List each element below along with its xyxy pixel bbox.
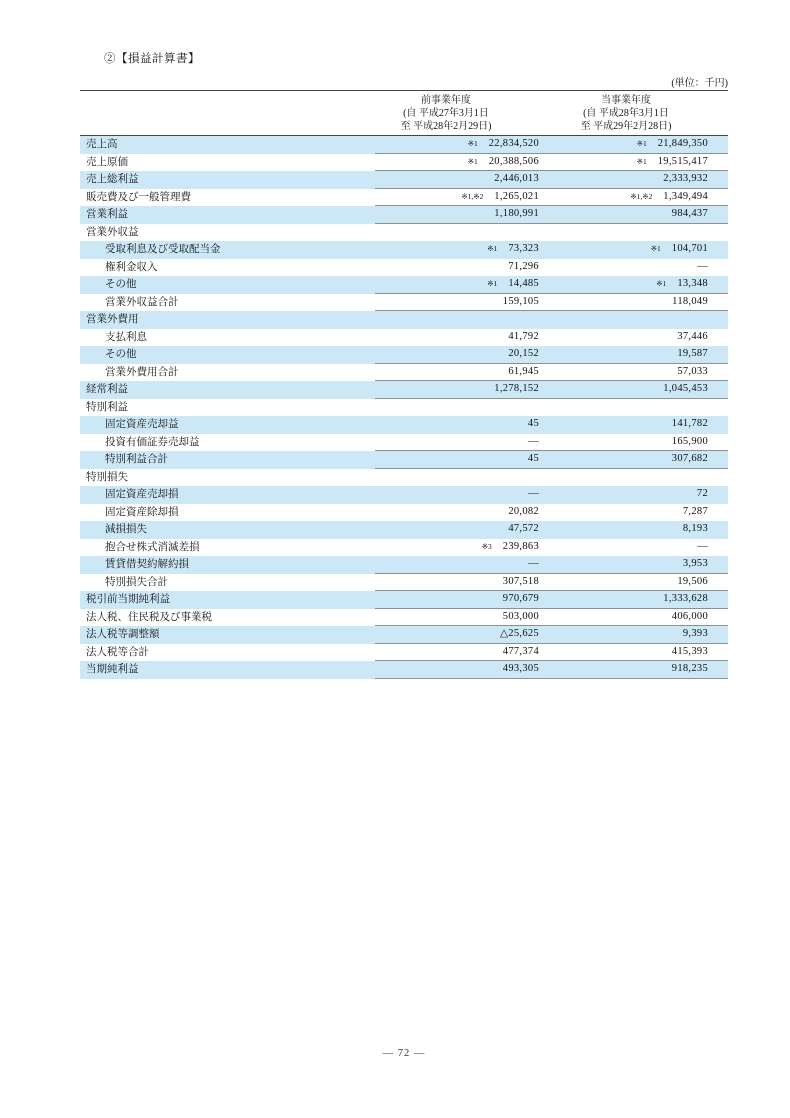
row-label: 税引前当期純利益 — [86, 594, 170, 605]
current-year-value: 406,000 — [671, 610, 708, 622]
table-row — [80, 539, 728, 557]
row-values — [375, 241, 728, 259]
footnote-marker: ※1 — [487, 279, 498, 288]
row-label: 固定資産売却損 — [105, 489, 179, 500]
row-values — [375, 364, 728, 382]
row-values — [375, 539, 728, 557]
prior-year-value: 20,152 — [508, 348, 539, 359]
table-row — [80, 276, 728, 294]
current-year-value: 307,682 — [671, 453, 708, 464]
row-values — [375, 224, 728, 242]
table-row — [80, 294, 728, 312]
prior-year-from-date: (自 平成27年3月1日 — [403, 108, 489, 119]
row-values — [375, 469, 728, 487]
prior-year-value: 1,278,152 — [494, 383, 539, 394]
row-label: 支払利息 — [105, 331, 147, 343]
table-row — [80, 609, 728, 627]
row-values — [375, 644, 728, 662]
table-row — [80, 171, 728, 189]
table-row — [80, 486, 728, 504]
row-values — [375, 189, 728, 207]
row-label: 受取利息及び受取配当金 — [105, 244, 221, 255]
footnote-marker: ※1 — [467, 139, 478, 148]
prior-year-value: ※1 14,485 — [487, 278, 539, 289]
prior-year-value: 970,679 — [502, 593, 539, 604]
row-values — [375, 521, 728, 539]
prior-year-value: 41,792 — [508, 330, 539, 342]
footnote-marker: ※1 — [467, 156, 478, 166]
current-year-value: — — [697, 540, 708, 552]
footnote-marker: ※1,※2 — [461, 191, 484, 201]
row-values — [375, 399, 728, 417]
table-row — [80, 644, 728, 662]
prior-year-value: — — [528, 435, 539, 447]
row-label: 販売費及び一般管理費 — [86, 191, 191, 203]
table-header — [80, 91, 728, 136]
table-row — [80, 206, 728, 224]
table-row — [80, 189, 728, 207]
row-values — [375, 661, 728, 679]
current-year-value: 8,193 — [682, 523, 708, 534]
row-label: 売上原価 — [86, 156, 128, 168]
row-values — [375, 451, 728, 469]
table-row — [80, 591, 728, 609]
current-year-value: 141,782 — [671, 418, 708, 429]
page-number: — 72 — — [382, 1048, 426, 1059]
table-row — [80, 241, 728, 259]
row-values — [375, 609, 728, 627]
table-body — [80, 136, 728, 679]
current-year-value: ※1 21,849,350 — [636, 138, 708, 149]
footnote-marker: ※1 — [650, 244, 661, 253]
table-row — [80, 259, 728, 277]
current-year-value: 415,393 — [671, 645, 708, 657]
current-year-period-label: 当事業年度 — [601, 95, 651, 106]
current-year-value: 19,587 — [677, 348, 708, 359]
current-year-value: 9,393 — [682, 628, 708, 639]
table-row — [80, 224, 728, 242]
row-label: 法人税等合計 — [86, 646, 149, 658]
column-header-current-year — [536, 91, 716, 135]
prior-year-value: 71,296 — [508, 260, 539, 272]
row-label: 固定資産除却損 — [105, 506, 179, 518]
prior-year-value: △25,625 — [499, 628, 539, 639]
table-row — [80, 381, 728, 399]
row-label: 営業外収益合計 — [105, 296, 179, 308]
current-year-value: 37,446 — [677, 330, 708, 342]
current-year-value — [539, 311, 728, 329]
row-label: その他 — [105, 279, 137, 290]
table-row — [80, 451, 728, 469]
row-label: 賃貸借契約解約損 — [105, 559, 189, 570]
row-values — [375, 556, 728, 574]
table-row — [80, 626, 728, 644]
current-year-value: 984,437 — [671, 208, 708, 219]
table-row — [80, 154, 728, 172]
prior-year-value: 20,082 — [508, 505, 539, 517]
row-label: 経常利益 — [86, 384, 128, 395]
current-year-value: 2,333,932 — [663, 173, 708, 184]
current-year-value: 72 — [696, 488, 708, 499]
row-values — [375, 276, 728, 294]
row-label: 営業外費用 — [86, 314, 139, 325]
prior-year-value: 493,305 — [502, 663, 539, 674]
table-row — [80, 469, 728, 487]
prior-year-value: ※1 22,834,520 — [467, 138, 539, 149]
row-values — [375, 626, 728, 644]
table-row — [80, 661, 728, 679]
table-row — [80, 574, 728, 592]
row-values — [375, 329, 728, 347]
prior-year-value: 307,518 — [502, 575, 539, 587]
table-row — [80, 399, 728, 417]
row-values — [375, 259, 728, 277]
prior-year-value — [375, 469, 539, 487]
statement-title: ②【損益計算書】 — [104, 53, 200, 65]
prior-year-value: ※1,※2 1,265,021 — [461, 190, 539, 202]
row-label: 法人税等調整額 — [86, 629, 160, 640]
row-label: 営業利益 — [86, 209, 128, 220]
footnote-marker: ※1,※2 — [630, 191, 653, 201]
row-values — [375, 591, 728, 609]
prior-year-value: 477,374 — [502, 645, 539, 657]
current-year-value: 118,049 — [672, 295, 708, 307]
row-label: 法人税、住民税及び事業税 — [86, 611, 212, 623]
row-values — [375, 294, 728, 312]
current-year-value: 1,333,628 — [663, 593, 708, 604]
current-year-value: 7,287 — [682, 505, 708, 517]
prior-year-value: 1,180,991 — [494, 208, 539, 219]
footnote-marker: ※1 — [487, 244, 498, 253]
prior-year-value — [375, 399, 539, 417]
footnote-marker: ※3 — [481, 541, 492, 551]
prior-year-value: ※3 239,863 — [481, 540, 539, 552]
row-label: 売上総利益 — [86, 174, 139, 185]
prior-year-value: ※1 73,323 — [487, 243, 539, 254]
table-row — [80, 346, 728, 364]
row-values — [375, 574, 728, 592]
current-year-value: 1,045,453 — [663, 383, 708, 394]
row-values — [375, 154, 728, 172]
row-values — [375, 504, 728, 522]
row-values — [375, 311, 728, 329]
row-label: 特別損失 — [86, 471, 128, 483]
current-year-value — [539, 399, 728, 417]
row-label: その他 — [105, 349, 137, 360]
prior-year-value: 61,945 — [508, 365, 539, 377]
income-statement-table — [80, 90, 728, 679]
current-year-value: ※1 104,701 — [650, 243, 708, 254]
row-label: 固定資産売却益 — [105, 419, 179, 430]
table-row — [80, 311, 728, 329]
prior-year-value: 159,105 — [502, 295, 539, 307]
table-row — [80, 434, 728, 452]
table-row — [80, 521, 728, 539]
prior-year-value: 503,000 — [502, 610, 539, 622]
row-label: 特別利益 — [86, 401, 128, 413]
table-row — [80, 556, 728, 574]
current-year-value: 19,506 — [677, 575, 708, 587]
table-row — [80, 329, 728, 347]
current-year-value — [539, 469, 728, 487]
prior-year-value: — — [528, 558, 539, 569]
prior-year-value — [375, 311, 539, 329]
prior-year-value: 45 — [527, 418, 539, 429]
current-year-from-date: (自 平成28年3月1日 — [583, 108, 669, 119]
current-year-value: ※1 19,515,417 — [636, 155, 708, 167]
row-label: 権利金収入 — [105, 261, 158, 273]
current-year-value: — — [697, 260, 708, 272]
row-values — [375, 171, 728, 189]
current-year-value: 165,900 — [671, 435, 708, 447]
row-values — [375, 136, 728, 154]
row-label: 特別利益合計 — [105, 454, 168, 465]
row-label: 当期純利益 — [86, 664, 139, 675]
current-year-value — [539, 224, 728, 242]
current-year-value: ※1,※2 1,349,494 — [630, 190, 708, 202]
current-year-value: 918,235 — [671, 663, 708, 674]
prior-year-value — [375, 224, 539, 242]
row-values — [375, 486, 728, 504]
column-header-prior-year — [356, 91, 536, 135]
row-label: 営業外収益 — [86, 226, 139, 238]
footnote-marker: ※1 — [656, 279, 667, 288]
row-label: 減損損失 — [105, 524, 147, 535]
table-row — [80, 504, 728, 522]
prior-year-period-label: 前事業年度 — [421, 95, 471, 106]
row-label: 抱合せ株式消滅差損 — [105, 541, 200, 553]
row-label: 営業外費用合計 — [105, 366, 179, 378]
row-values — [375, 434, 728, 452]
footnote-marker: ※1 — [636, 139, 647, 148]
prior-year-to-date: 至 平成28年2月29日) — [400, 121, 492, 132]
row-label: 特別損失合計 — [105, 576, 168, 588]
prior-year-value: — — [528, 488, 539, 499]
prior-year-value: 45 — [527, 453, 539, 464]
current-year-to-date: 至 平成29年2月28日) — [580, 121, 672, 132]
prior-year-value: 47,572 — [508, 523, 539, 534]
current-year-value: 57,033 — [677, 365, 708, 377]
row-values — [375, 346, 728, 364]
row-label: 売上高 — [86, 139, 118, 150]
row-values — [375, 416, 728, 434]
table-row — [80, 364, 728, 382]
current-year-value: ※1 13,348 — [656, 278, 708, 289]
table-row — [80, 416, 728, 434]
row-label: 投資有価証券売却益 — [105, 436, 200, 448]
footnote-marker: ※1 — [636, 156, 647, 166]
row-values — [375, 206, 728, 224]
prior-year-value: ※1 20,388,506 — [467, 155, 539, 167]
table-row — [80, 136, 728, 154]
unit-note: (単位：千円) — [671, 78, 728, 89]
row-values — [375, 381, 728, 399]
current-year-value: 3,953 — [682, 558, 708, 569]
header-label-spacer — [80, 91, 356, 135]
prior-year-value: 2,446,013 — [494, 173, 539, 184]
